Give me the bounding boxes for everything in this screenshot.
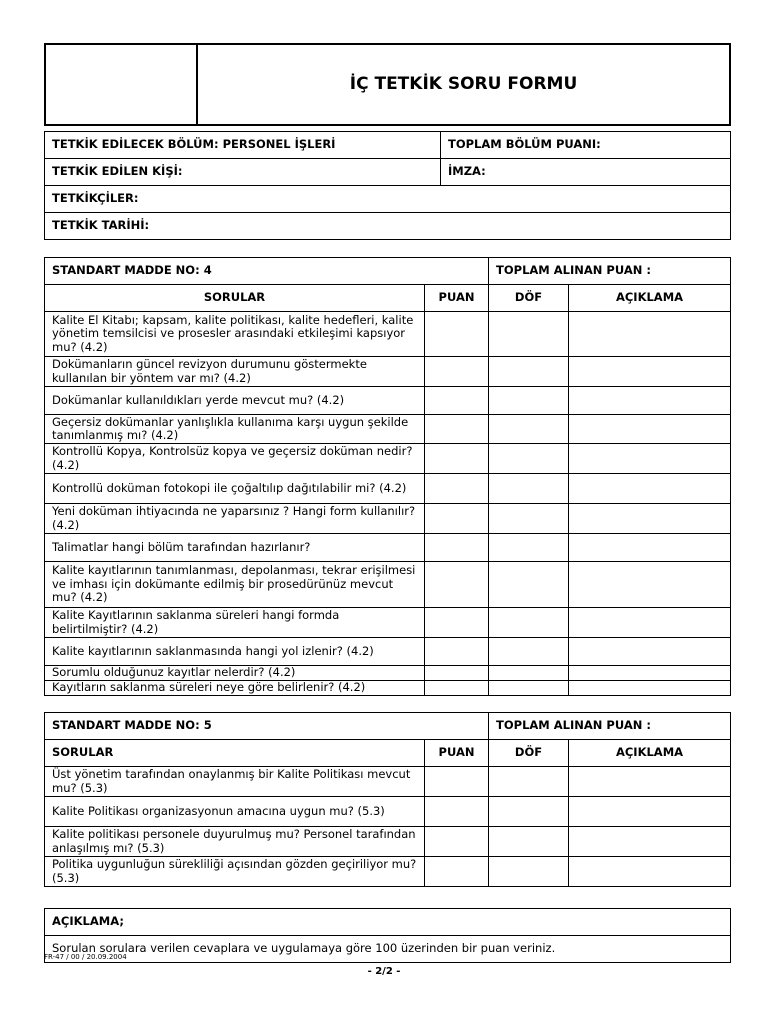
score-cell[interactable] bbox=[425, 681, 489, 696]
score-cell[interactable] bbox=[425, 474, 489, 504]
score-header: PUAN bbox=[425, 285, 489, 312]
score-cell[interactable] bbox=[425, 767, 489, 797]
dof-cell[interactable] bbox=[489, 415, 569, 444]
explanation-cell[interactable] bbox=[569, 767, 731, 797]
score-cell[interactable] bbox=[425, 797, 489, 827]
section-5-rows bbox=[45, 767, 731, 887]
form-title: İÇ TETKİK SORU FORMU bbox=[197, 44, 730, 125]
explanation-header: AÇIKLAMA bbox=[569, 740, 731, 767]
audit-info-table bbox=[44, 131, 731, 240]
question-text: Sorumlu olduğunuz kayıtlar nelerdir? (4.2) bbox=[45, 666, 425, 681]
section-5-total-score[interactable]: TOPLAM ALINAN PUAN : bbox=[489, 713, 731, 740]
explanation-cell[interactable] bbox=[569, 638, 731, 666]
explanation-box bbox=[44, 908, 731, 963]
explanation-cell[interactable] bbox=[569, 474, 731, 504]
dof-cell[interactable] bbox=[489, 444, 569, 474]
score-cell[interactable] bbox=[425, 666, 489, 681]
explanation-cell[interactable] bbox=[569, 312, 731, 357]
section-4-total-score[interactable]: TOPLAM ALINAN PUAN : bbox=[489, 258, 731, 285]
dof-cell[interactable] bbox=[489, 474, 569, 504]
score-cell[interactable] bbox=[425, 504, 489, 534]
question-row bbox=[45, 312, 731, 357]
question-row bbox=[45, 827, 731, 857]
question-text: Kalite politikası personele duyurulmuş mu? Personel tarafından anlaşılmış mı? (5.3) bbox=[45, 827, 425, 857]
explanation-cell[interactable] bbox=[569, 504, 731, 534]
score-cell[interactable] bbox=[425, 638, 489, 666]
explanation-cell[interactable] bbox=[569, 608, 731, 638]
explanation-cell[interactable] bbox=[569, 827, 731, 857]
logo-box bbox=[45, 44, 197, 125]
explanation-cell[interactable] bbox=[569, 387, 731, 415]
form-code: FR-47 / 00 / 20.09.2004 bbox=[44, 953, 127, 961]
explanation-cell[interactable] bbox=[569, 666, 731, 681]
dof-cell[interactable] bbox=[489, 681, 569, 696]
page-number: - 2/2 - bbox=[367, 966, 401, 977]
question-text: Üst yönetim tarafından onaylanmış bir Kalite Politikası mevcut mu? (5.3) bbox=[45, 767, 425, 797]
question-text: Dokümanlar kullanıldıkları yerde mevcut mu? (4.2) bbox=[45, 387, 425, 415]
question-text: Kalite Politikası organizasyonun amacına uygun mu? (5.3) bbox=[45, 797, 425, 827]
question-row bbox=[45, 666, 731, 681]
question-text: Politika uygunluğun sürekliliği açısından gözden geçiriliyor mu? (5.3) bbox=[45, 857, 425, 887]
dof-cell[interactable] bbox=[489, 504, 569, 534]
explanation-title: AÇIKLAMA; bbox=[45, 909, 731, 936]
question-row bbox=[45, 504, 731, 534]
score-cell[interactable] bbox=[425, 444, 489, 474]
score-cell[interactable] bbox=[425, 534, 489, 562]
dof-cell[interactable] bbox=[489, 357, 569, 387]
dof-cell[interactable] bbox=[489, 608, 569, 638]
explanation-cell[interactable] bbox=[569, 857, 731, 887]
dof-cell[interactable] bbox=[489, 857, 569, 887]
question-row bbox=[45, 387, 731, 415]
dof-cell[interactable] bbox=[489, 666, 569, 681]
question-row bbox=[45, 681, 731, 696]
score-cell[interactable] bbox=[425, 608, 489, 638]
question-text: Kalite Kayıtlarının saklanma süreleri hangi formda belirtilmiştir? (4.2) bbox=[45, 608, 425, 638]
question-row bbox=[45, 357, 731, 387]
question-text: Yeni doküman ihtiyacında ne yaparsınız ? Hangi form kullanılır? (4.2) bbox=[45, 504, 425, 534]
question-text: Kalite El Kitabı; kapsam, kalite politikası, kalite hedefleri, kalite yönetim temsilcisi ve prosesler arasındaki etkileşimi kapsıyor mu? (4.2) bbox=[45, 312, 425, 357]
dof-cell[interactable] bbox=[489, 797, 569, 827]
questions-header: SORULAR bbox=[45, 285, 425, 312]
dof-cell[interactable] bbox=[489, 562, 569, 608]
dof-header: DÖF bbox=[489, 740, 569, 767]
signature-field[interactable]: İMZA: bbox=[441, 159, 731, 186]
explanation-cell[interactable] bbox=[569, 444, 731, 474]
question-row bbox=[45, 608, 731, 638]
explanation-cell[interactable] bbox=[569, 562, 731, 608]
explanation-cell[interactable] bbox=[569, 797, 731, 827]
score-cell[interactable] bbox=[425, 357, 489, 387]
audited-person-field[interactable]: TETKİK EDİLEN KİŞİ: bbox=[45, 159, 441, 186]
dof-cell[interactable] bbox=[489, 534, 569, 562]
total-department-score-field[interactable]: TOPLAM BÖLÜM PUANI: bbox=[441, 132, 731, 159]
explanation-cell[interactable] bbox=[569, 415, 731, 444]
section-4-title: STANDART MADDE NO: 4 bbox=[45, 258, 489, 285]
audit-date-field[interactable]: TETKİK TARİHİ: bbox=[45, 213, 731, 240]
score-header: PUAN bbox=[425, 740, 489, 767]
section-4-table bbox=[44, 257, 731, 696]
score-cell[interactable] bbox=[425, 415, 489, 444]
score-cell[interactable] bbox=[425, 857, 489, 887]
score-cell[interactable] bbox=[425, 387, 489, 415]
question-row bbox=[45, 767, 731, 797]
question-text: Talimatlar hangi bölüm tarafından hazırlanır? bbox=[45, 534, 425, 562]
question-text: Geçersiz dokümanlar yanlışlıkla kullanıma karşı uygun şekilde tanımlanmış mı? (4.2) bbox=[45, 415, 425, 444]
score-cell[interactable] bbox=[425, 312, 489, 357]
question-text: Kontrollü doküman fotokopi ile çoğaltılıp dağıtılabilir mi? (4.2) bbox=[45, 474, 425, 504]
question-row bbox=[45, 797, 731, 827]
section-4-rows bbox=[45, 312, 731, 696]
score-cell[interactable] bbox=[425, 562, 489, 608]
question-row bbox=[45, 474, 731, 504]
questions-header: SORULAR bbox=[45, 740, 425, 767]
dof-cell[interactable] bbox=[489, 312, 569, 357]
dof-cell[interactable] bbox=[489, 387, 569, 415]
question-text: Kalite kayıtlarının saklanmasında hangi yol izlenir? (4.2) bbox=[45, 638, 425, 666]
explanation-cell[interactable] bbox=[569, 534, 731, 562]
auditors-field[interactable]: TETKİKÇİLER: bbox=[45, 186, 731, 213]
explanation-cell[interactable] bbox=[569, 681, 731, 696]
dof-cell[interactable] bbox=[489, 827, 569, 857]
question-row bbox=[45, 415, 731, 444]
explanation-cell[interactable] bbox=[569, 357, 731, 387]
dof-cell[interactable] bbox=[489, 767, 569, 797]
question-text: Kalite kayıtlarının tanımlanması, depolanması, tekrar erişilmesi ve imhası için dokümante edilmiş bir prosedürünüz mevcut mu? (4.2) bbox=[45, 562, 425, 608]
section-5-table bbox=[44, 712, 731, 887]
question-row bbox=[45, 444, 731, 474]
explanation-header: AÇIKLAMA bbox=[569, 285, 731, 312]
question-text: Kayıtların saklanma süreleri neye göre belirlenir? (4.2) bbox=[45, 681, 425, 696]
question-row bbox=[45, 534, 731, 562]
question-row bbox=[45, 857, 731, 887]
score-cell[interactable] bbox=[425, 827, 489, 857]
question-row bbox=[45, 638, 731, 666]
question-row bbox=[45, 562, 731, 608]
section-5-title: STANDART MADDE NO: 5 bbox=[45, 713, 489, 740]
question-text: Kontrollü Kopya, Kontrolsüz kopya ve geçersiz doküman nedir? (4.2) bbox=[45, 444, 425, 474]
dof-cell[interactable] bbox=[489, 638, 569, 666]
dof-header: DÖF bbox=[489, 285, 569, 312]
question-text: Dokümanların güncel revizyon durumunu göstermekte kullanılan bir yöntem var mı? (4.2) bbox=[45, 357, 425, 387]
department-field[interactable]: TETKİK EDİLECEK BÖLÜM: PERSONEL İŞLERİ bbox=[45, 132, 441, 159]
explanation-text: Sorulan sorulara verilen cevaplara ve uygulamaya göre 100 üzerinden bir puan veriniz. bbox=[45, 936, 731, 963]
form-header bbox=[44, 43, 731, 126]
